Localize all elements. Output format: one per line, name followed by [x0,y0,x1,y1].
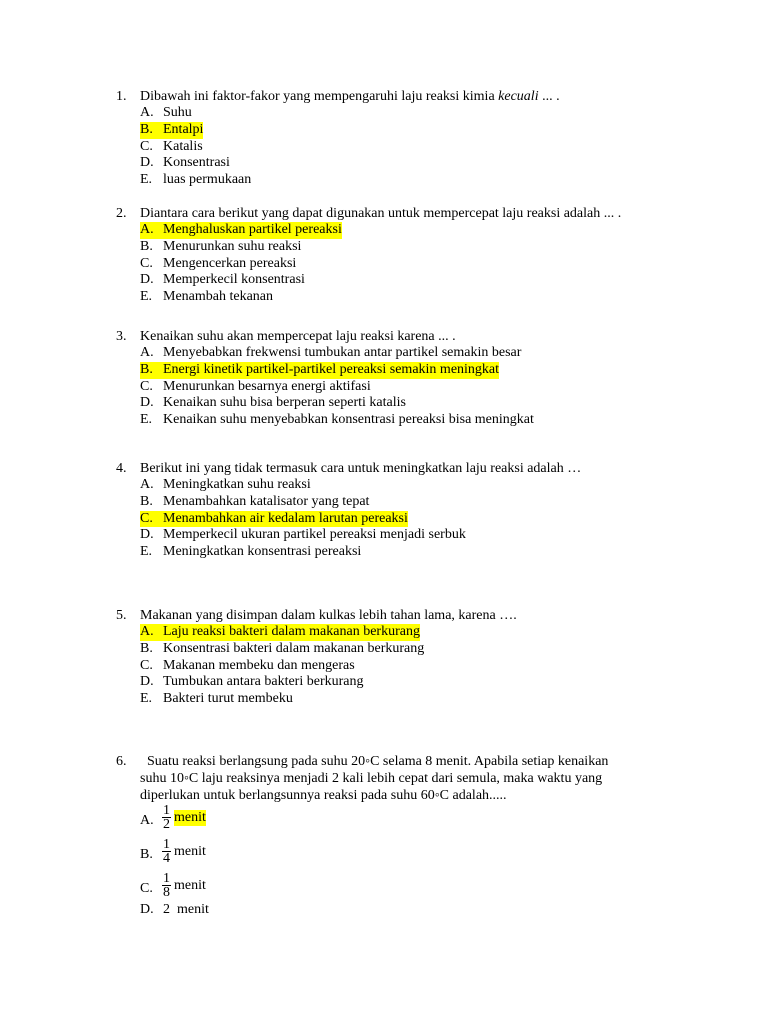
option-d: D. Tumbukan antara bakteri berkurang [140,674,364,690]
option-c: C. Makanan membeku dan mengeras [140,657,355,673]
question-4 [116,460,716,561]
question-number: 2. [116,206,127,221]
option-d: D. Konsentrasi [140,155,230,171]
option-c: C. Menambahkan air kedalam larutan pereaksi [140,510,408,526]
question-text-line-2: suhu 10◦C laju reaksinya menjadi 2 kali lebih cepat dari semula, maka waktu yang [140,771,603,786]
option-c: C. $\frac{1}{8}$ menit [140,871,206,900]
option-b: B. $\frac{1}{4}$ menit [140,837,206,866]
option-a: A. Menyebabkan frekwensi tumbukan antar partikel semakin besar [140,345,522,360]
question-1 [116,88,716,189]
option-a: A. Laju reaksi bakteri dalam makanan berkurang [140,624,420,639]
question-text: Diantara cara berikut yang dapat digunakan untuk mempercepat laju reaksi adalah ... . [140,206,622,221]
option-a: A. Meningkatkan suhu reaksi [140,477,311,492]
option-c: C. Mengencerkan pereaksi [140,255,297,271]
option-a: A. Suhu [140,105,192,120]
option-c: C. Katalis [140,138,203,154]
fraction: $\frac{1}{2}$ [163,803,170,832]
question-text: Berikut ini yang tidak termasuk cara untuk meningkatkan laju reaksi adalah … [140,461,582,476]
question-text-line-3: diperlukan untuk berlangsunnya reaksi pada suhu 60◦C adalah..... [140,788,507,803]
option-b: B. Entalpi [140,121,204,137]
fraction: $\frac{1}{8}$ [163,871,170,900]
question-number: 6. [116,754,127,769]
question-number: 3. [116,329,127,344]
question-text-line-1: Suatu reaksi berlangsung pada suhu 20◦C selama 8 menit. Apabila setiap kenaikan [140,754,609,769]
question-number: 4. [116,461,127,476]
option-a: A. $\frac{1}{2}$ menit [140,803,206,832]
option-e: E. Bakteri turut membeku [140,691,293,707]
question-5 [116,607,716,708]
question-text: Kenaikan suhu akan mempercepat laju reaksi karena ... . [140,329,456,344]
question-3 [116,328,716,429]
question-text: Dibawah ini faktor-fakor yang mempengaruhi laju reaksi kimia kecuali ... . [140,89,560,104]
option-d: D. 2 menit [140,902,209,917]
question-2 [116,205,716,306]
option-e: E. Kenaikan suhu menyebabkan konsentrasi pereaksi bisa meningkat [140,412,534,428]
question-number: 1. [116,89,127,104]
option-d: D. Memperkecil ukuran partikel pereaksi menjadi serbuk [140,527,466,543]
question-6 [116,753,716,919]
option-b: B. Menambahkan katalisator yang tepat [140,493,370,509]
option-b: B. Konsentrasi bakteri dalam makanan berkurang [140,640,425,656]
option-e: E. Menambah tekanan [140,289,274,305]
option-b: B. Menurunkan suhu reaksi [140,238,302,254]
option-e: E. Meningkatkan konsentrasi pereaksi [140,544,362,560]
option-a: A. Menghaluskan partikel pereaksi [140,222,342,237]
option-d: D. Memperkecil konsentrasi [140,272,305,288]
option-c: C. Menurunkan besarnya energi aktifasi [140,378,371,394]
question-text: Makanan yang disimpan dalam kulkas lebih tahan lama, karena …. [140,608,517,623]
option-e: E. luas permukaan [140,172,252,188]
fraction: $\frac{1}{4}$ [163,837,170,866]
option-d: D. Kenaikan suhu bisa berperan seperti katalis [140,395,406,411]
question-number: 5. [116,608,127,623]
option-b: B. Energi kinetik partikel-partikel pereaksi semakin meningkat [140,361,500,377]
